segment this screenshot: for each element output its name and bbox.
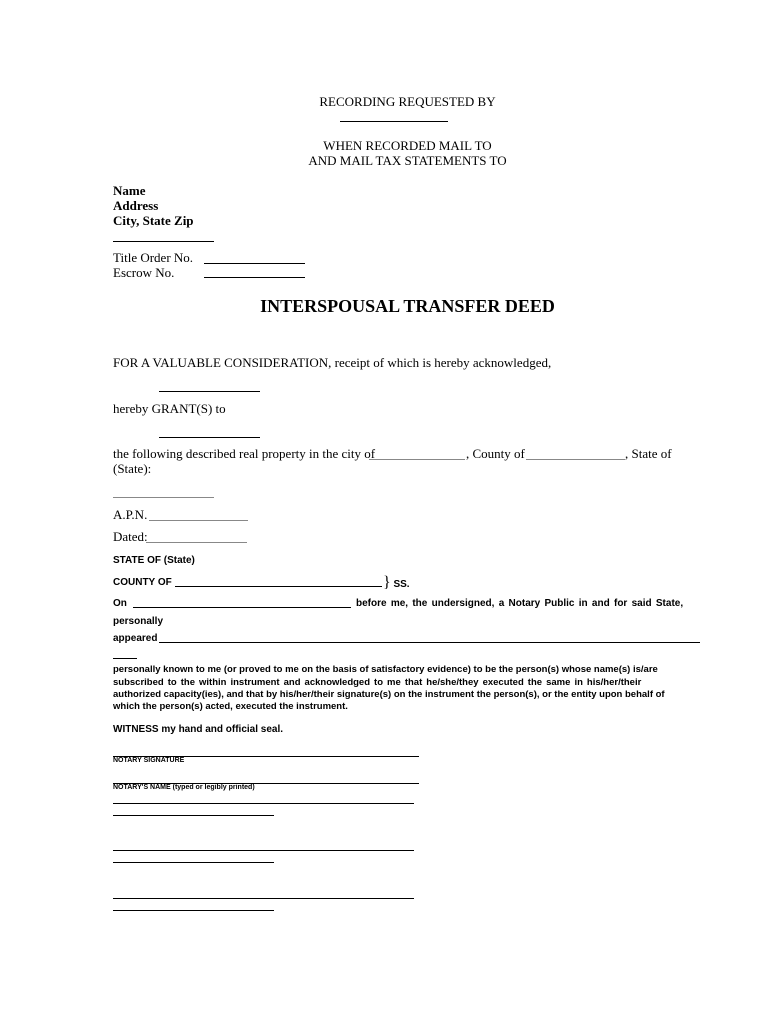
notary-signature-label: NOTARY SIGNATURE <box>113 757 185 764</box>
deed-title: INTERSPOUSAL TRANSFER DEED <box>260 296 555 316</box>
addressee-extra-line[interactable] <box>113 241 214 242</box>
notary-county-label: COUNTY OF <box>113 577 172 588</box>
city-field[interactable] <box>369 459 465 460</box>
blank-line-6[interactable] <box>113 910 274 911</box>
notary-name-label: NOTARY'S NAME (typed or legibly printed) <box>113 784 255 791</box>
notary-ss-brace: } <box>383 574 391 591</box>
notary-personally: personally <box>113 616 164 627</box>
dated-label: Dated: <box>113 529 148 544</box>
notary-appeared-field[interactable] <box>159 642 700 643</box>
notary-paragraph-2: subscribed to the within instrument and acknowledged to me that he/she/they executed the same in his/her/their <box>113 677 642 688</box>
notary-appeared-field-cont[interactable] <box>113 658 137 659</box>
legal-description-field[interactable] <box>113 497 214 498</box>
blank-line-4[interactable] <box>113 862 274 863</box>
notary-ss-text: SS. <box>390 579 410 590</box>
notary-on-label: On <box>113 598 127 609</box>
recording-requested-by: RECORDING REQUESTED BY <box>319 94 496 109</box>
recording-requested-line[interactable] <box>340 121 448 122</box>
property-prefix: the following described real property in the city of <box>113 446 376 461</box>
grantor-field[interactable] <box>159 391 260 392</box>
notary-date-field[interactable] <box>133 607 351 608</box>
notary-paragraph-4: which the person(s) acted, executed the instrument. <box>113 701 348 712</box>
apn-label: A.P.N. <box>113 507 148 522</box>
title-order-label: Title Order No. <box>113 250 194 265</box>
notary-county-field[interactable] <box>175 586 382 587</box>
addressee-name: Name <box>113 183 146 198</box>
notary-appeared: appeared <box>113 633 158 644</box>
county-field[interactable] <box>526 459 625 460</box>
mail-tax-statements-to: AND MAIL TAX STATEMENTS TO <box>308 153 507 168</box>
grantee-field[interactable] <box>159 437 260 438</box>
addressee-city-state-zip: City, State Zip <box>113 213 194 228</box>
blank-line-3[interactable] <box>113 850 414 851</box>
notary-state: STATE OF (State) <box>113 555 195 566</box>
addressee-address: Address <box>113 198 159 213</box>
escrow-label: Escrow No. <box>113 265 175 280</box>
state-value: (State): <box>113 461 152 476</box>
notary-paragraph-3: authorized capacity(ies), and that by his/her/their signature(s) on the instrument the person(s), or the entity upon behalf of <box>113 689 665 700</box>
grant-text: hereby GRANT(S) to <box>113 401 226 416</box>
notary-before-text: before me, the undersigned, a Notary Public in and for said State, <box>356 598 684 609</box>
apn-field[interactable] <box>149 520 248 521</box>
county-label: , County of <box>466 446 525 461</box>
notary-paragraph-1: personally known to me (or proved to me on the basis of satisfactory evidence) to be the person(s) whose name(s) is/are <box>113 664 658 675</box>
blank-line-2[interactable] <box>113 815 274 816</box>
blank-line-5[interactable] <box>113 898 414 899</box>
dated-field[interactable] <box>146 542 247 543</box>
state-label: , State of <box>625 446 672 461</box>
notary-witness: WITNESS my hand and official seal. <box>113 724 284 735</box>
title-order-field[interactable] <box>204 263 305 264</box>
consideration-text: FOR A VALUABLE CONSIDERATION, receipt of which is hereby acknowledged, <box>113 355 552 370</box>
blank-line-1[interactable] <box>113 803 414 804</box>
when-recorded-mail-to: WHEN RECORDED MAIL TO <box>323 138 492 153</box>
notary-ss <box>383 574 410 592</box>
escrow-field[interactable] <box>204 277 305 278</box>
